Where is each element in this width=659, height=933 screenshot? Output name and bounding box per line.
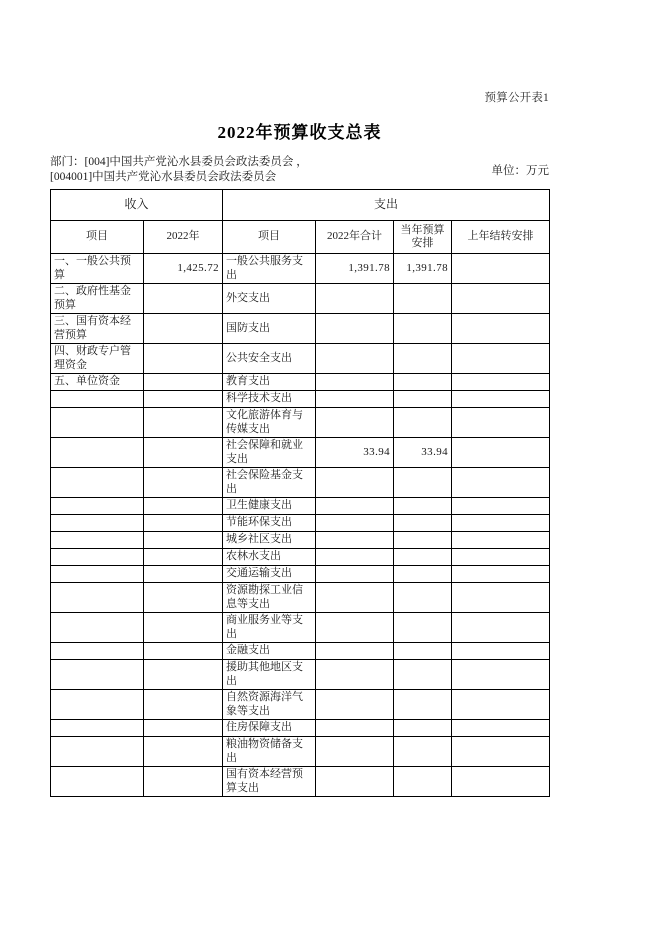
cell-expenditure-current <box>394 391 452 408</box>
cell-expenditure-carryover <box>452 767 550 797</box>
table-row <box>51 284 550 314</box>
table-row <box>51 254 550 284</box>
cell-expenditure-item: 文化旅游体育与传媒支出 <box>223 408 316 438</box>
cell-expenditure-carryover <box>452 254 550 284</box>
cell-income-item <box>51 566 144 583</box>
cell-expenditure-total <box>316 391 394 408</box>
cell-expenditure-total <box>316 344 394 374</box>
cell-expenditure-current: 1,391.78 <box>394 254 452 284</box>
cell-income-item <box>51 468 144 498</box>
cell-expenditure-current <box>394 314 452 344</box>
cell-income-item <box>51 515 144 532</box>
table-row <box>51 690 550 720</box>
cell-expenditure-total <box>316 532 394 549</box>
cell-expenditure-current <box>394 660 452 690</box>
column-header-income-item: 项目 <box>51 221 144 254</box>
cell-expenditure-total <box>316 767 394 797</box>
table-row <box>51 374 550 391</box>
cell-expenditure-item: 农林水支出 <box>223 549 316 566</box>
table-row <box>51 515 550 532</box>
cell-expenditure-current <box>394 344 452 374</box>
cell-expenditure-total <box>316 583 394 613</box>
cell-income-item <box>51 498 144 515</box>
table-row <box>51 720 550 737</box>
cell-expenditure-item: 国防支出 <box>223 314 316 344</box>
cell-expenditure-total: 33.94 <box>316 438 394 468</box>
cell-expenditure-carryover <box>452 720 550 737</box>
table-row <box>51 314 550 344</box>
cell-expenditure-item: 住房保障支出 <box>223 720 316 737</box>
budget-summary-table <box>50 189 550 797</box>
cell-income-item <box>51 532 144 549</box>
cell-expenditure-carryover <box>452 660 550 690</box>
cell-income-value <box>144 374 223 391</box>
cell-income-value <box>144 391 223 408</box>
table-row <box>51 344 550 374</box>
table-row <box>51 566 550 583</box>
cell-expenditure-carryover <box>452 613 550 643</box>
cell-income-item <box>51 438 144 468</box>
table-row <box>51 549 550 566</box>
cell-expenditure-carryover <box>452 344 550 374</box>
cell-expenditure-carryover <box>452 408 550 438</box>
cell-income-value <box>144 532 223 549</box>
cell-expenditure-current <box>394 374 452 391</box>
table-group-header-row <box>51 190 550 221</box>
cell-expenditure-item: 科学技术支出 <box>223 391 316 408</box>
cell-expenditure-carryover <box>452 643 550 660</box>
cell-expenditure-carryover <box>452 532 550 549</box>
cell-income-value <box>144 583 223 613</box>
column-header-exp-item: 项目 <box>223 221 316 254</box>
cell-income-value <box>144 613 223 643</box>
cell-expenditure-carryover <box>452 391 550 408</box>
cell-expenditure-current <box>394 767 452 797</box>
cell-income-value <box>144 468 223 498</box>
cell-expenditure-item: 金融支出 <box>223 643 316 660</box>
cell-expenditure-item: 粮油物资储备支出 <box>223 737 316 767</box>
cell-expenditure-current <box>394 468 452 498</box>
cell-expenditure-total <box>316 468 394 498</box>
cell-income-item <box>51 690 144 720</box>
cell-expenditure-carryover <box>452 498 550 515</box>
cell-expenditure-item: 外交支出 <box>223 284 316 314</box>
cell-expenditure-current <box>394 408 452 438</box>
table-row <box>51 583 550 613</box>
cell-expenditure-carryover <box>452 566 550 583</box>
cell-expenditure-total <box>316 613 394 643</box>
cell-income-item <box>51 549 144 566</box>
cell-income-item <box>51 737 144 767</box>
table-row <box>51 643 550 660</box>
cell-income-item: 三、国有资本经营预算 <box>51 314 144 344</box>
cell-expenditure-current <box>394 515 452 532</box>
cell-expenditure-total <box>316 498 394 515</box>
table-row <box>51 660 550 690</box>
cell-expenditure-item: 社会保险基金支出 <box>223 468 316 498</box>
table-row <box>51 737 550 767</box>
cell-income-item <box>51 643 144 660</box>
table-column-header-row <box>51 221 550 254</box>
cell-expenditure-total <box>316 660 394 690</box>
cell-expenditure-carryover <box>452 515 550 532</box>
cell-income-value: 1,425.72 <box>144 254 223 284</box>
cell-income-value <box>144 438 223 468</box>
cell-expenditure-item: 公共安全支出 <box>223 344 316 374</box>
cell-expenditure-total <box>316 408 394 438</box>
cell-expenditure-item: 国有资本经营预算支出 <box>223 767 316 797</box>
cell-expenditure-current <box>394 583 452 613</box>
cell-expenditure-current: 33.94 <box>394 438 452 468</box>
cell-income-item <box>51 583 144 613</box>
cell-expenditure-current <box>394 613 452 643</box>
cell-expenditure-carryover <box>452 438 550 468</box>
cell-expenditure-carryover <box>452 583 550 613</box>
cell-expenditure-item: 节能环保支出 <box>223 515 316 532</box>
column-header-income-year: 2022年 <box>144 221 223 254</box>
cell-expenditure-carryover <box>452 549 550 566</box>
table-row <box>51 468 550 498</box>
cell-income-value <box>144 549 223 566</box>
column-header-exp-carryover: 上年结转安排 <box>452 221 550 254</box>
cell-income-value <box>144 515 223 532</box>
unit-label: 单位：万元 <box>491 165 549 177</box>
cell-income-value <box>144 498 223 515</box>
cell-expenditure-item: 卫生健康支出 <box>223 498 316 515</box>
cell-expenditure-item: 交通运输支出 <box>223 566 316 583</box>
cell-expenditure-total <box>316 737 394 767</box>
table-row <box>51 498 550 515</box>
cell-income-value <box>144 408 223 438</box>
cell-expenditure-item: 商业服务业等支出 <box>223 613 316 643</box>
cell-expenditure-item: 城乡社区支出 <box>223 532 316 549</box>
cell-income-value <box>144 314 223 344</box>
sheet-tag: 预算公开表1 <box>484 92 549 104</box>
table-body <box>51 254 550 797</box>
cell-income-value <box>144 720 223 737</box>
cell-expenditure-item: 援助其他地区支出 <box>223 660 316 690</box>
cell-expenditure-current <box>394 643 452 660</box>
cell-income-item <box>51 408 144 438</box>
cell-income-item: 二、政府性基金预算 <box>51 284 144 314</box>
cell-expenditure-total <box>316 643 394 660</box>
cell-expenditure-total <box>316 374 394 391</box>
cell-expenditure-total <box>316 515 394 532</box>
cell-expenditure-total: 1,391.78 <box>316 254 394 284</box>
column-header-exp-total: 2022年合计 <box>316 221 394 254</box>
cell-income-value <box>144 660 223 690</box>
cell-expenditure-current <box>394 498 452 515</box>
cell-expenditure-item: 资源勘探工业信息等支出 <box>223 583 316 613</box>
table-row <box>51 438 550 468</box>
cell-income-value <box>144 566 223 583</box>
cell-income-value <box>144 344 223 374</box>
cell-expenditure-total <box>316 690 394 720</box>
cell-expenditure-carryover <box>452 284 550 314</box>
cell-expenditure-carryover <box>452 468 550 498</box>
cell-income-item <box>51 767 144 797</box>
cell-expenditure-total <box>316 314 394 344</box>
cell-income-value <box>144 767 223 797</box>
column-header-exp-current: 当年预算安排 <box>394 221 452 254</box>
cell-expenditure-carryover <box>452 737 550 767</box>
cell-income-value <box>144 643 223 660</box>
cell-income-item <box>51 391 144 408</box>
cell-expenditure-item: 自然资源海洋气象等支出 <box>223 690 316 720</box>
table-row <box>51 532 550 549</box>
group-header-income: 收入 <box>51 190 223 221</box>
cell-expenditure-current <box>394 566 452 583</box>
cell-expenditure-carryover <box>452 374 550 391</box>
cell-expenditure-total <box>316 549 394 566</box>
table-row <box>51 767 550 797</box>
cell-income-item: 四、财政专户管理资金 <box>51 344 144 374</box>
cell-income-item <box>51 720 144 737</box>
cell-expenditure-current <box>394 284 452 314</box>
cell-expenditure-item: 一般公共服务支出 <box>223 254 316 284</box>
cell-expenditure-current <box>394 549 452 566</box>
cell-income-item <box>51 660 144 690</box>
cell-expenditure-current <box>394 737 452 767</box>
cell-income-value <box>144 690 223 720</box>
page-title: 2022年预算收支总表 <box>217 123 382 142</box>
cell-income-value <box>144 284 223 314</box>
cell-income-item: 一、一般公共预算 <box>51 254 144 284</box>
cell-expenditure-current <box>394 690 452 720</box>
cell-income-value <box>144 737 223 767</box>
cell-expenditure-current <box>394 720 452 737</box>
table-head <box>51 190 550 254</box>
cell-expenditure-carryover <box>452 690 550 720</box>
cell-expenditure-total <box>316 720 394 737</box>
table-row <box>51 408 550 438</box>
cell-expenditure-item: 社会保障和就业支出 <box>223 438 316 468</box>
cell-expenditure-total <box>316 566 394 583</box>
group-header-expenditure: 支出 <box>223 190 550 221</box>
table-row <box>51 613 550 643</box>
cell-income-item: 五、单位资金 <box>51 374 144 391</box>
table-row <box>51 391 550 408</box>
cell-expenditure-total <box>316 284 394 314</box>
cell-expenditure-item: 教育支出 <box>223 374 316 391</box>
department-line-secondary: [004001]中国共产党沁水县委员会政法委员会 <box>50 171 277 183</box>
cell-income-item <box>51 613 144 643</box>
cell-expenditure-carryover <box>452 314 550 344</box>
cell-expenditure-current <box>394 532 452 549</box>
department-line-primary: 部门：[004]中国共产党沁水县委员会政法委员会 ， <box>50 156 308 168</box>
